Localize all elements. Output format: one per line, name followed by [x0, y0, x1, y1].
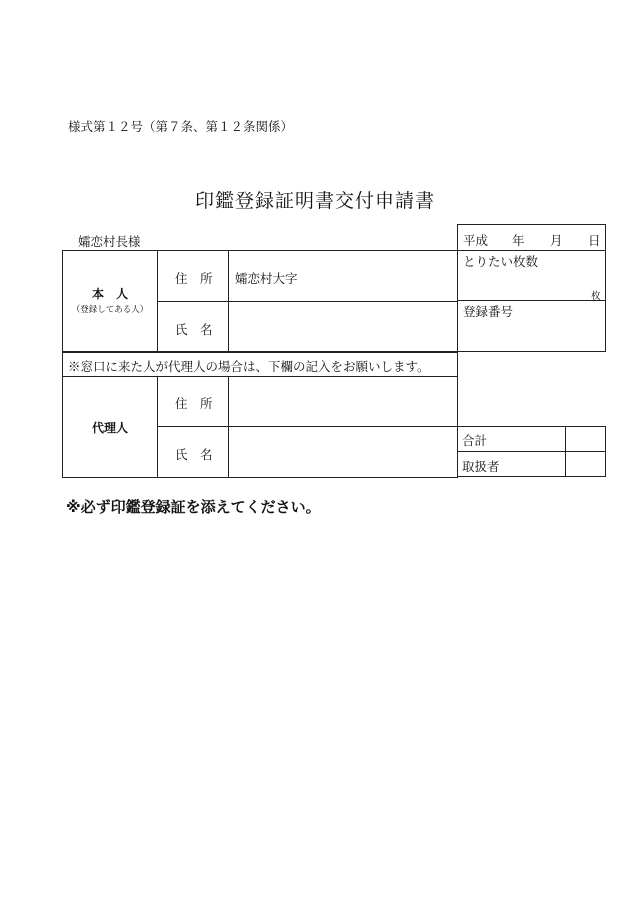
principal-address-value[interactable]: 孀恋村大字 [235, 271, 298, 286]
form-number: 様式第１２号（第７条、第１２条関係） [68, 119, 294, 134]
proxy-name-label: 氏 名 [175, 447, 213, 462]
notice: ※必ず印鑑登録証を添えてください。 [66, 498, 321, 516]
date-era: 平成 [463, 233, 489, 248]
proxy-header: 代理人 [91, 421, 128, 435]
total-label: 合計 [462, 433, 488, 448]
document-title: 印鑑登録証明書交付申請書 [194, 190, 435, 212]
date-month: 月 [550, 233, 563, 248]
proxy-instruction: ※窓口に来た人が代理人の場合は、下欄の記入をお願いします。 [68, 359, 430, 374]
reg-number-label: 登録番号 [463, 304, 514, 319]
principal-subheader: （登録してある人） [71, 305, 149, 315]
principal-name-label: 氏 名 [175, 322, 213, 337]
copies-unit: 枚 [591, 291, 601, 302]
applicant-table [62, 250, 458, 478]
copies-label: とりたい枚数 [463, 254, 539, 269]
handler-label: 取扱者 [462, 459, 500, 474]
addressee: 孀恋村長様 [78, 234, 141, 249]
date-box [457, 224, 606, 251]
principal-header: 本 人 [91, 287, 128, 301]
date-year: 年 [512, 233, 525, 248]
principal-address-label: 住 所 [175, 271, 213, 286]
proxy-address-label: 住 所 [175, 396, 213, 411]
tally-box [457, 426, 606, 478]
date-day: 日 [588, 233, 601, 248]
office-use-panel [457, 250, 606, 352]
